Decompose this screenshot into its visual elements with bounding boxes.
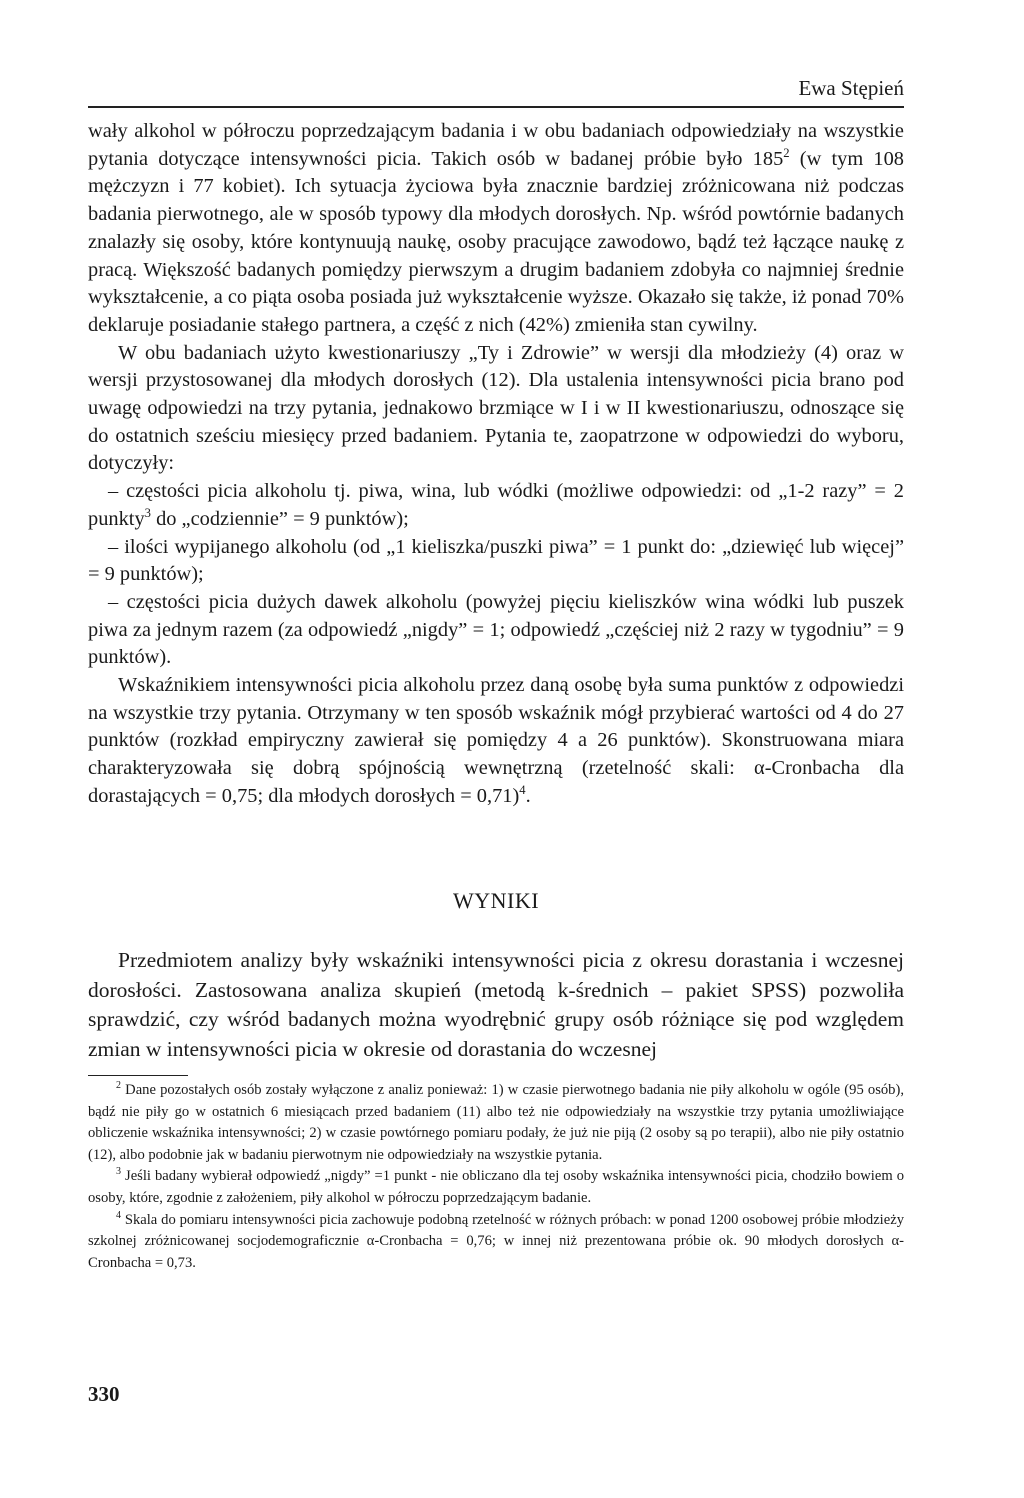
footnote-rule <box>88 1075 188 1076</box>
paragraph-methods: W obu badaniach użyto kwestionariuszy „Ty i Zdrowie” w wersji dla młodzieży (4) oraz w wersji przystosowanej dla młodych dorosłych (12). Dla ustalenia intensywności picia brano pod uwagę odpowiedzi na trzy pytania, jednakowo brzmiące w I i w II kwestionariuszu, odnoszące się do ostatnich sześciu miesięcy przed badaniem. Pytania te, zaopatrzone w odpowiedzi do wyboru, dotyczyły: <box>88 341 904 475</box>
paragraph-index <box>88 672 904 811</box>
body-text <box>88 118 904 811</box>
section-heading: WYNIKI <box>452 888 540 913</box>
footnote-marker: 2 <box>116 1080 121 1092</box>
running-header-author: Ewa Stępień <box>798 76 904 100</box>
list-item-quantity: – ilości wypijanego alkoholu (od „1 kieliszka/puszki piwa” = 1 punkt do: „dziewięć lub więcej” = 9 punktów); <box>88 535 904 586</box>
results-text <box>88 946 904 1064</box>
footnote-ref-4: 4 <box>519 783 526 798</box>
footnote-marker: 4 <box>116 1209 121 1221</box>
paragraph-results: Przedmiotem analizy były wskaźniki intensywności picia z okresu dorastania i wczesnej dorosłości. Zastosowana analiza skupień (metodą k-średnich – pakiet SPSS) pozwoliła sprawdzić, czy wśród badanych można wyodrębnić grupy osób różniące się pod względem zmian w intensywności picia w okresie od dorastania do wczesnej <box>88 948 904 1061</box>
paragraph-text: Wskaźnikiem intensywności picia alkoholu przez daną osobę była suma punktów z odpowiedzi na wszystkie trzy pytania. Otrzymany w ten sposób wskaźnik mógł przybierać wartości od 4 do 27 punktów (rozkład empiryczny zawierał się pomiędzy 4 a 26 punktów). Skonstruowana miara charakteryzowała się dobrą spójnością wewnętrzną (rzetelność skali: α-Cronbacha dla dorastających = 0,75; dla młodych dorosłych = 0,71) <box>88 674 904 807</box>
paragraph-text: (w tym 108 mężczyzn i 77 kobiet). Ich sytuacja życiowa była znacznie bardziej zróżnicowana niż podczas badania pierwotnego, ale w sposób typowy dla młodych dorosłych. Np. wśród powtórnie badanych znalazły się osoby, które kontynuują naukę, osoby pracujące zawodowo, bądź też łączące naukę z pracą. Większość badanych pomiędzy pierwszym a drugim badaniem zdobyła co najmniej średnie wykształcenie, a co piąta osoba posiada już wykształcenie wyższe. Okazało się także, iż ponad 70% deklaruje posiadanie stałego partnera, a część z nich (42%) zmieniła stan cywilny. <box>88 147 904 336</box>
footnote-marker: 3 <box>116 1166 121 1178</box>
header-rule <box>88 106 904 108</box>
page-number: 330 <box>88 1382 120 1406</box>
footnote-text: Dane pozostałych osób zostały wyłączone z analiz ponieważ: 1) w czasie pierwotnego badania nie piły alkoholu w ogóle (95 osób), bądź nie piły go w ostatnich 6 miesiącach przed badaniem (11) albo też nie odpowiedziały na wszystkie trzy pytania umożliwiające obliczenie wskaźnika intensywności; 2) w czasie powtórnego pomiaru podały, że już nie piją (2 osoby są po terapii), albo nie piły ostatnio (12), albo podobnie jak w badaniu pierwotnym nie odpowiedziały na wszystkie pytania. <box>88 1082 904 1163</box>
footnote <box>88 1210 904 1275</box>
footnote-ref-3: 3 <box>144 506 151 521</box>
footnotes <box>88 1080 904 1274</box>
paragraph-continuation <box>88 118 904 340</box>
footnote <box>88 1080 904 1166</box>
footnote-ref-2: 2 <box>783 145 790 160</box>
footnote-text: Jeśli badany wybierał odpowiedź „nigdy” =1 punkt - nie obliczano dla tej osoby wskaźnika intensywności picia, chodziło bowiem o osoby, które, zgodnie z założeniem, piły alkohol w półroczu poprzedzającym badanie. <box>88 1168 904 1206</box>
paragraph-text: wały alkohol w półroczu poprzedzającym badania i w obu badaniach odpowiedziały na wszystkie pytania dotyczące intensywności picia. Takich osób w badanej próbie było 185 <box>88 120 904 170</box>
list-item-frequency <box>88 478 904 533</box>
paragraph-text: . <box>525 784 531 807</box>
footnote-text: Skala do pomiaru intensywności picia zachowuje podobną rzetelność w różnych próbach: w ponad 1200 osobowej próbie młodzieży szkolnej zróżnicowanej socjodemograficznie α-Cronbacha = 0,76; w innej niż prezentowana próbie ok. 90 młodych dorosłych α-Cronbacha = 0,73. <box>88 1211 904 1271</box>
list-item-text: do „codziennie” = 9 punktów); <box>150 507 409 530</box>
list-item-heavy-drinking: – częstości picia dużych dawek alkoholu (powyżej pięciu kieliszków wina wódki lub puszek piwa za jednym razem (za odpowiedź „nigdy” = 1; odpowiedź „częściej niż 2 razy w tygodniu” = 9 punktów). <box>88 590 904 669</box>
list-item-text: – częstości picia alkoholu tj. piwa, wina, lub wódki (możliwe odpowiedzi: od „1-2 razy” = 2 punkty <box>88 480 904 530</box>
footnote <box>88 1166 904 1209</box>
